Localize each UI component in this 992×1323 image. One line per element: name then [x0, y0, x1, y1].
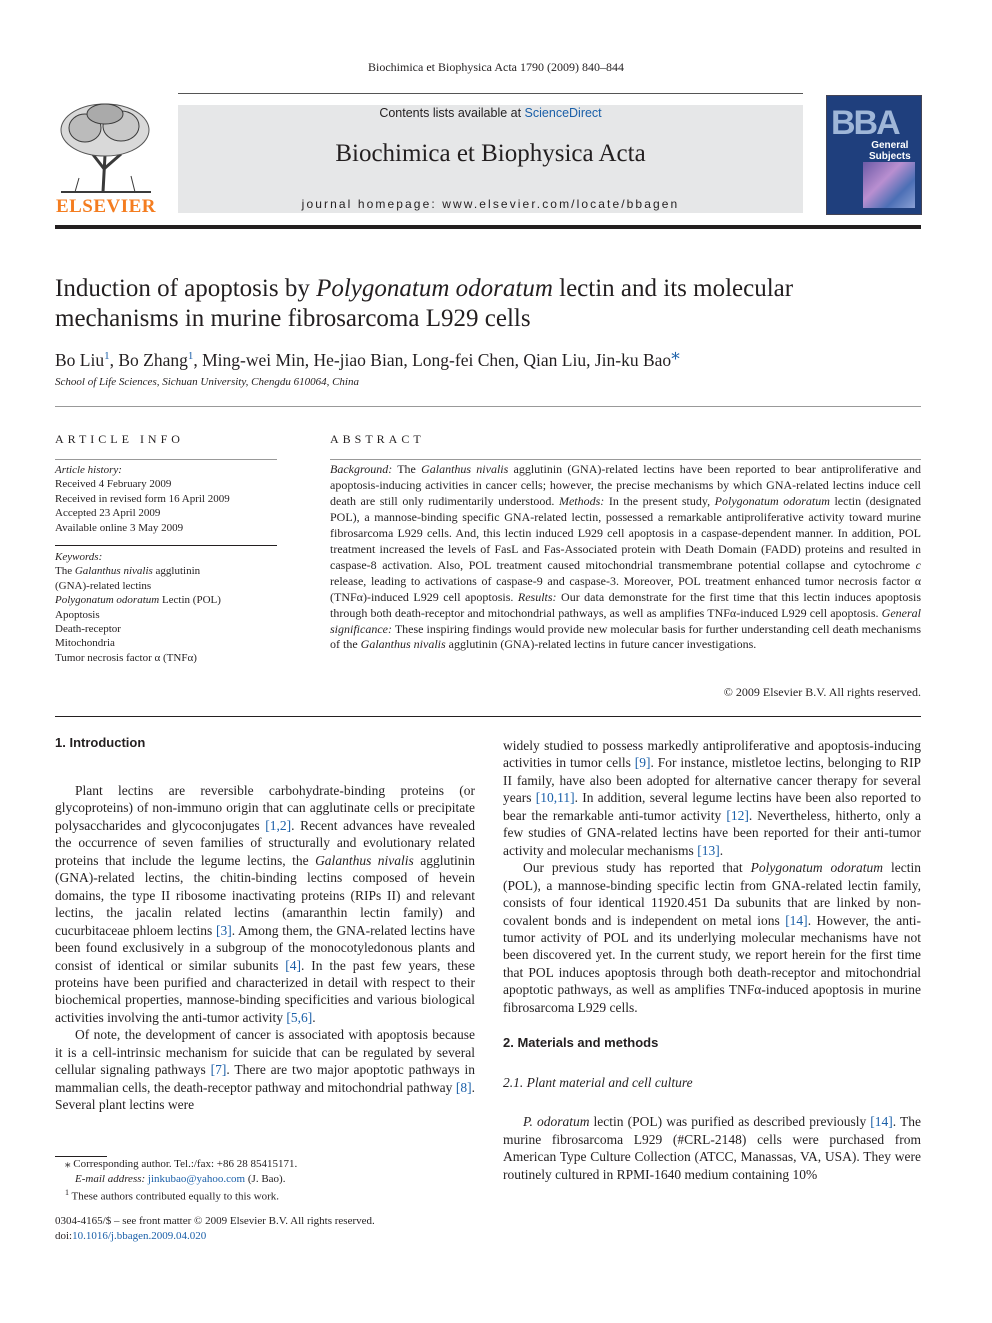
body-column-left	[55, 782, 475, 1114]
cover-letters: BBA	[831, 104, 899, 142]
author[interactable]: Bo Zhang	[118, 349, 188, 370]
subsection-heading: 2.1. Plant material and cell culture	[503, 1074, 693, 1090]
history-item: Received in revised form 16 April 2009	[55, 492, 230, 505]
keywords	[55, 550, 285, 665]
paragraph: Plant lectins are reversible carbohydrate-binding proteins (or glycoproteins) of non-immuno origin that can agglutinate cells or precipitate polysaccharides and glycoconjugates [1,2]. Recent advances have revealed the occurrence of seven families of structurally and evolutionary related proteins that include the legume lectins, the Galanthus nivalis agglutinin (GNA)-related lectins, the chitin-binding lectins composed of hevein domains, the type II ribosome inactivating proteins (RIPs II) and relevant lectins, the jacalin related lectins (amaranthin lectin family) and cucurbitaceae phloem lectins [3]. Among them, the GNA-related lectins have been found exclusively in a subgroup of the monocotyledonous plants and consist of identical or similar subunits [4]. In the past few years, these proteins have been purified and characterized in detail with respect to their biochemical properties, mannose-binding specificities and various biological activities involving the anti-tumor activity [5,6].	[55, 783, 475, 1025]
author[interactable]: Jin-ku Bao	[594, 349, 672, 370]
abstract-text: Background: The Galanthus nivalis agglutinin (GNA)-related lectins have been reported to bear antiproliferative and apoptosis-inducing activities in cancer cells; however, the precise mechanisms by which GNA-related lectins induce cell death are still only rudimentarily understood. Methods: In the present study, Polygonatum odoratum lectin (designated POL), a mannose-binding specific GNA-related lectin, possessed a remarkable antiproliferative activity toward murine fibrosarcoma L929 cells. And, this lectin induced L929 cell apoptosis in a caspase-dependent manner. In addition, POL treatment increased the levels of FasL and Fas-Associated protein with Death Domain (FADD) proteins and resulted in caspase-8 activation. Also, POL treatment caused mitochondrial transmembrane potential collapse and cytochrome c release, leading to activations of caspase-9 and caspase-3. Moreover, POL treatment enhanced tumor necrosis factor α (TNFα)-induced L929 cell apoptosis. Results: Our data demonstrate for the first time that this lectin induces apoptosis through both death-receptor and mitochondrial pathways, as well as amplifies TNFα-induced L929 cell apoptosis. General significance: These inspiring findings would provide new molecular basis for further understanding cell death mechanisms of the Galanthus nivalis agglutinin (GNA)-related lectins in future cancer investigations.	[330, 462, 921, 652]
section-heading: 1. Introduction	[55, 735, 146, 750]
banner-top-rule	[178, 93, 803, 94]
history-label: Article history:	[55, 464, 122, 476]
footnote-equal-contribution: $^1$ These authors contributed equally to this work.	[65, 1188, 279, 1203]
section-heading: 2. Materials and methods	[503, 1035, 659, 1051]
citation-link[interactable]: [13]	[697, 842, 720, 858]
keyword: Death-receptor	[55, 623, 121, 636]
journal-homepage[interactable]: journal homepage: www.elsevier.com/locate/bbagen	[301, 197, 680, 211]
article-info-heading: ARTICLE INFO	[55, 432, 184, 446]
citation-link[interactable]: [3]	[215, 922, 232, 938]
paragraph: widely studied to possess markedly antiproliferative and apoptosis-inducing activities in tumor cells [9]. For instance, mistletoe lectins, belonging to RIP II family, have also been adopted for alternative cancer therapy for several years [10,11]. In addition, several legume lectins have been also reported to bear the remarkable anti-tumor activity [12]. Nevertheless, hitherto, only a few studies of GNA-related lectins have been reported for their anti-tumor activity and molecular mechanisms [13].	[503, 738, 921, 858]
paragraph: Of note, the development of cancer is associated with apoptosis because it is a cell-intrinsic mechanism for suicide that can be regulated by several cellular signaling pathways [7]. There are two major apoptotic pathways in mammalian cells, the death-receptor pathway and mitochondrial pathway [8]. Several plant lectins were	[55, 1027, 475, 1113]
keyword: Tumor necrosis factor α (TNFα)	[55, 651, 197, 664]
citation-link[interactable]: [12]	[726, 807, 749, 823]
divider	[330, 459, 921, 460]
author[interactable]: Bo Liu	[55, 349, 105, 370]
author-list: Bo Liu$^1$, Bo Zhang$^1$, Ming-wei Min, He-jiao Bian, Long-fei Chen, Qian Liu, Jin-ku Bao⁎	[55, 344, 680, 370]
author[interactable]: Long-fei Chen	[412, 349, 515, 370]
history-item: Available online 3 May 2009	[55, 521, 184, 534]
cover-subtitle	[869, 140, 911, 162]
footnotes	[55, 1157, 475, 1204]
keyword: (GNA)-related lectins	[55, 579, 152, 592]
citation-link[interactable]: [14]	[785, 912, 808, 928]
body-column-right	[503, 737, 921, 1183]
abstract-heading: ABSTRACT	[330, 432, 425, 446]
citation-link[interactable]: [5,6]	[286, 1009, 313, 1025]
affiliation: School of Life Sciences, Sichuan University, Chengdu 610064, China	[55, 376, 359, 388]
citation-link[interactable]: [7]	[210, 1062, 227, 1078]
sciencedirect-link[interactable]: ScienceDirect	[524, 106, 602, 120]
corresponding-author-mark[interactable]: ⁎	[671, 344, 680, 363]
front-matter	[55, 1214, 375, 1243]
contents-prefix: Contents lists available at	[379, 106, 525, 120]
author-mark[interactable]: 1	[187, 350, 194, 362]
article-history	[55, 463, 285, 535]
title-species: Polygonatum odoratum	[316, 275, 553, 302]
citation-link[interactable]: [8]	[455, 1079, 472, 1095]
divider	[55, 459, 277, 460]
elsevier-wordmark: ELSEVIER	[55, 196, 157, 217]
author[interactable]: He-jiao Bian	[313, 349, 404, 370]
author-mark[interactable]: 1	[104, 350, 110, 362]
divider	[55, 406, 921, 407]
keyword: Apoptosis	[55, 608, 100, 621]
keyword: The Galanthus nivalis agglutinin	[55, 565, 201, 578]
doi-link[interactable]: 10.1016/j.bbagen.2009.04.020	[72, 1229, 207, 1242]
article-title	[55, 274, 921, 334]
cover-subtitle-1: General	[871, 140, 909, 151]
history-item: Accepted 23 April 2009	[55, 507, 161, 520]
title-part-1: Induction of apoptosis by	[55, 275, 317, 302]
title-part-2: lectin and its molecular mechanisms in murine fibrosarcoma L929 cells	[55, 275, 794, 332]
divider	[55, 716, 921, 717]
keyword: Mitochondria	[55, 637, 115, 650]
citation-link[interactable]: [9]	[634, 755, 651, 771]
doi-line: doi:10.1016/j.bbagen.2009.04.020	[55, 1229, 207, 1242]
history-item: Received 4 February 2009	[55, 478, 172, 491]
footnote-email: E-mail address: jinkubao@yahoo.com (J. Bao).	[75, 1172, 286, 1185]
cover-subtitle-2: Subjects	[869, 151, 911, 162]
journal-cover-image	[826, 95, 922, 215]
contents-line	[178, 106, 803, 120]
citation-link[interactable]: [4]	[285, 957, 302, 973]
keyword: Polygonatum odoratum Lectin (POL)	[55, 594, 221, 607]
cover-artwork	[863, 162, 915, 208]
journal-title: Biochimica et Biophysica Acta	[335, 140, 646, 167]
keywords-label: Keywords:	[55, 551, 103, 563]
author[interactable]: Ming-wei Min	[202, 349, 305, 370]
citation-link[interactable]: [14]	[870, 1114, 893, 1130]
header-rule	[55, 225, 921, 229]
citation-link[interactable]: [10,11]	[535, 790, 575, 806]
citation-link[interactable]: [1,2]	[265, 817, 292, 833]
paragraph: P. odoratum lectin (POL) was purified as described previously [14]. The murine fibrosarcoma L929 (#CRL-2148) cells were purchased from American Type Culture Collection (ATCC, Manassas, VA, USA). They were routinely cultured in RPMI-1640 medium containing 10%	[503, 1114, 921, 1182]
issn-line: 0304-4165/$ – see front matter © 2009 Elsevier B.V. All rights reserved.	[55, 1215, 375, 1227]
email-link[interactable]: jinkubao@yahoo.com	[147, 1172, 246, 1185]
copyright: © 2009 Elsevier B.V. All rights reserved.	[723, 685, 921, 699]
paragraph: Our previous study has reported that Polygonatum odoratum lectin (POL), a mannose-binding specific lectin from GNA-related lectin family, consists of four identical 11920.451 Da subunits that are linked by non-covalent bonds and is independent on metal ions [14]. However, the anti-tumor activity of POL and its underlying molecular mechanisms have not been discovered yet. In the current study, we report herein for the first time that POL induces apoptosis through both death-receptor and mitochondrial apoptotic pathways, as well as amplifies TNFα-induced apoptosis in murine fibrosarcoma L929 cells.	[503, 860, 922, 1015]
author[interactable]: Qian Liu	[523, 349, 587, 370]
divider	[55, 545, 277, 546]
running-head: Biochimica et Biophysica Acta 1790 (2009) 840–844	[368, 60, 624, 74]
footnote-corresponding: ⁎ Corresponding author. Tel.:/fax: +86 28 85415171.	[65, 1158, 298, 1170]
